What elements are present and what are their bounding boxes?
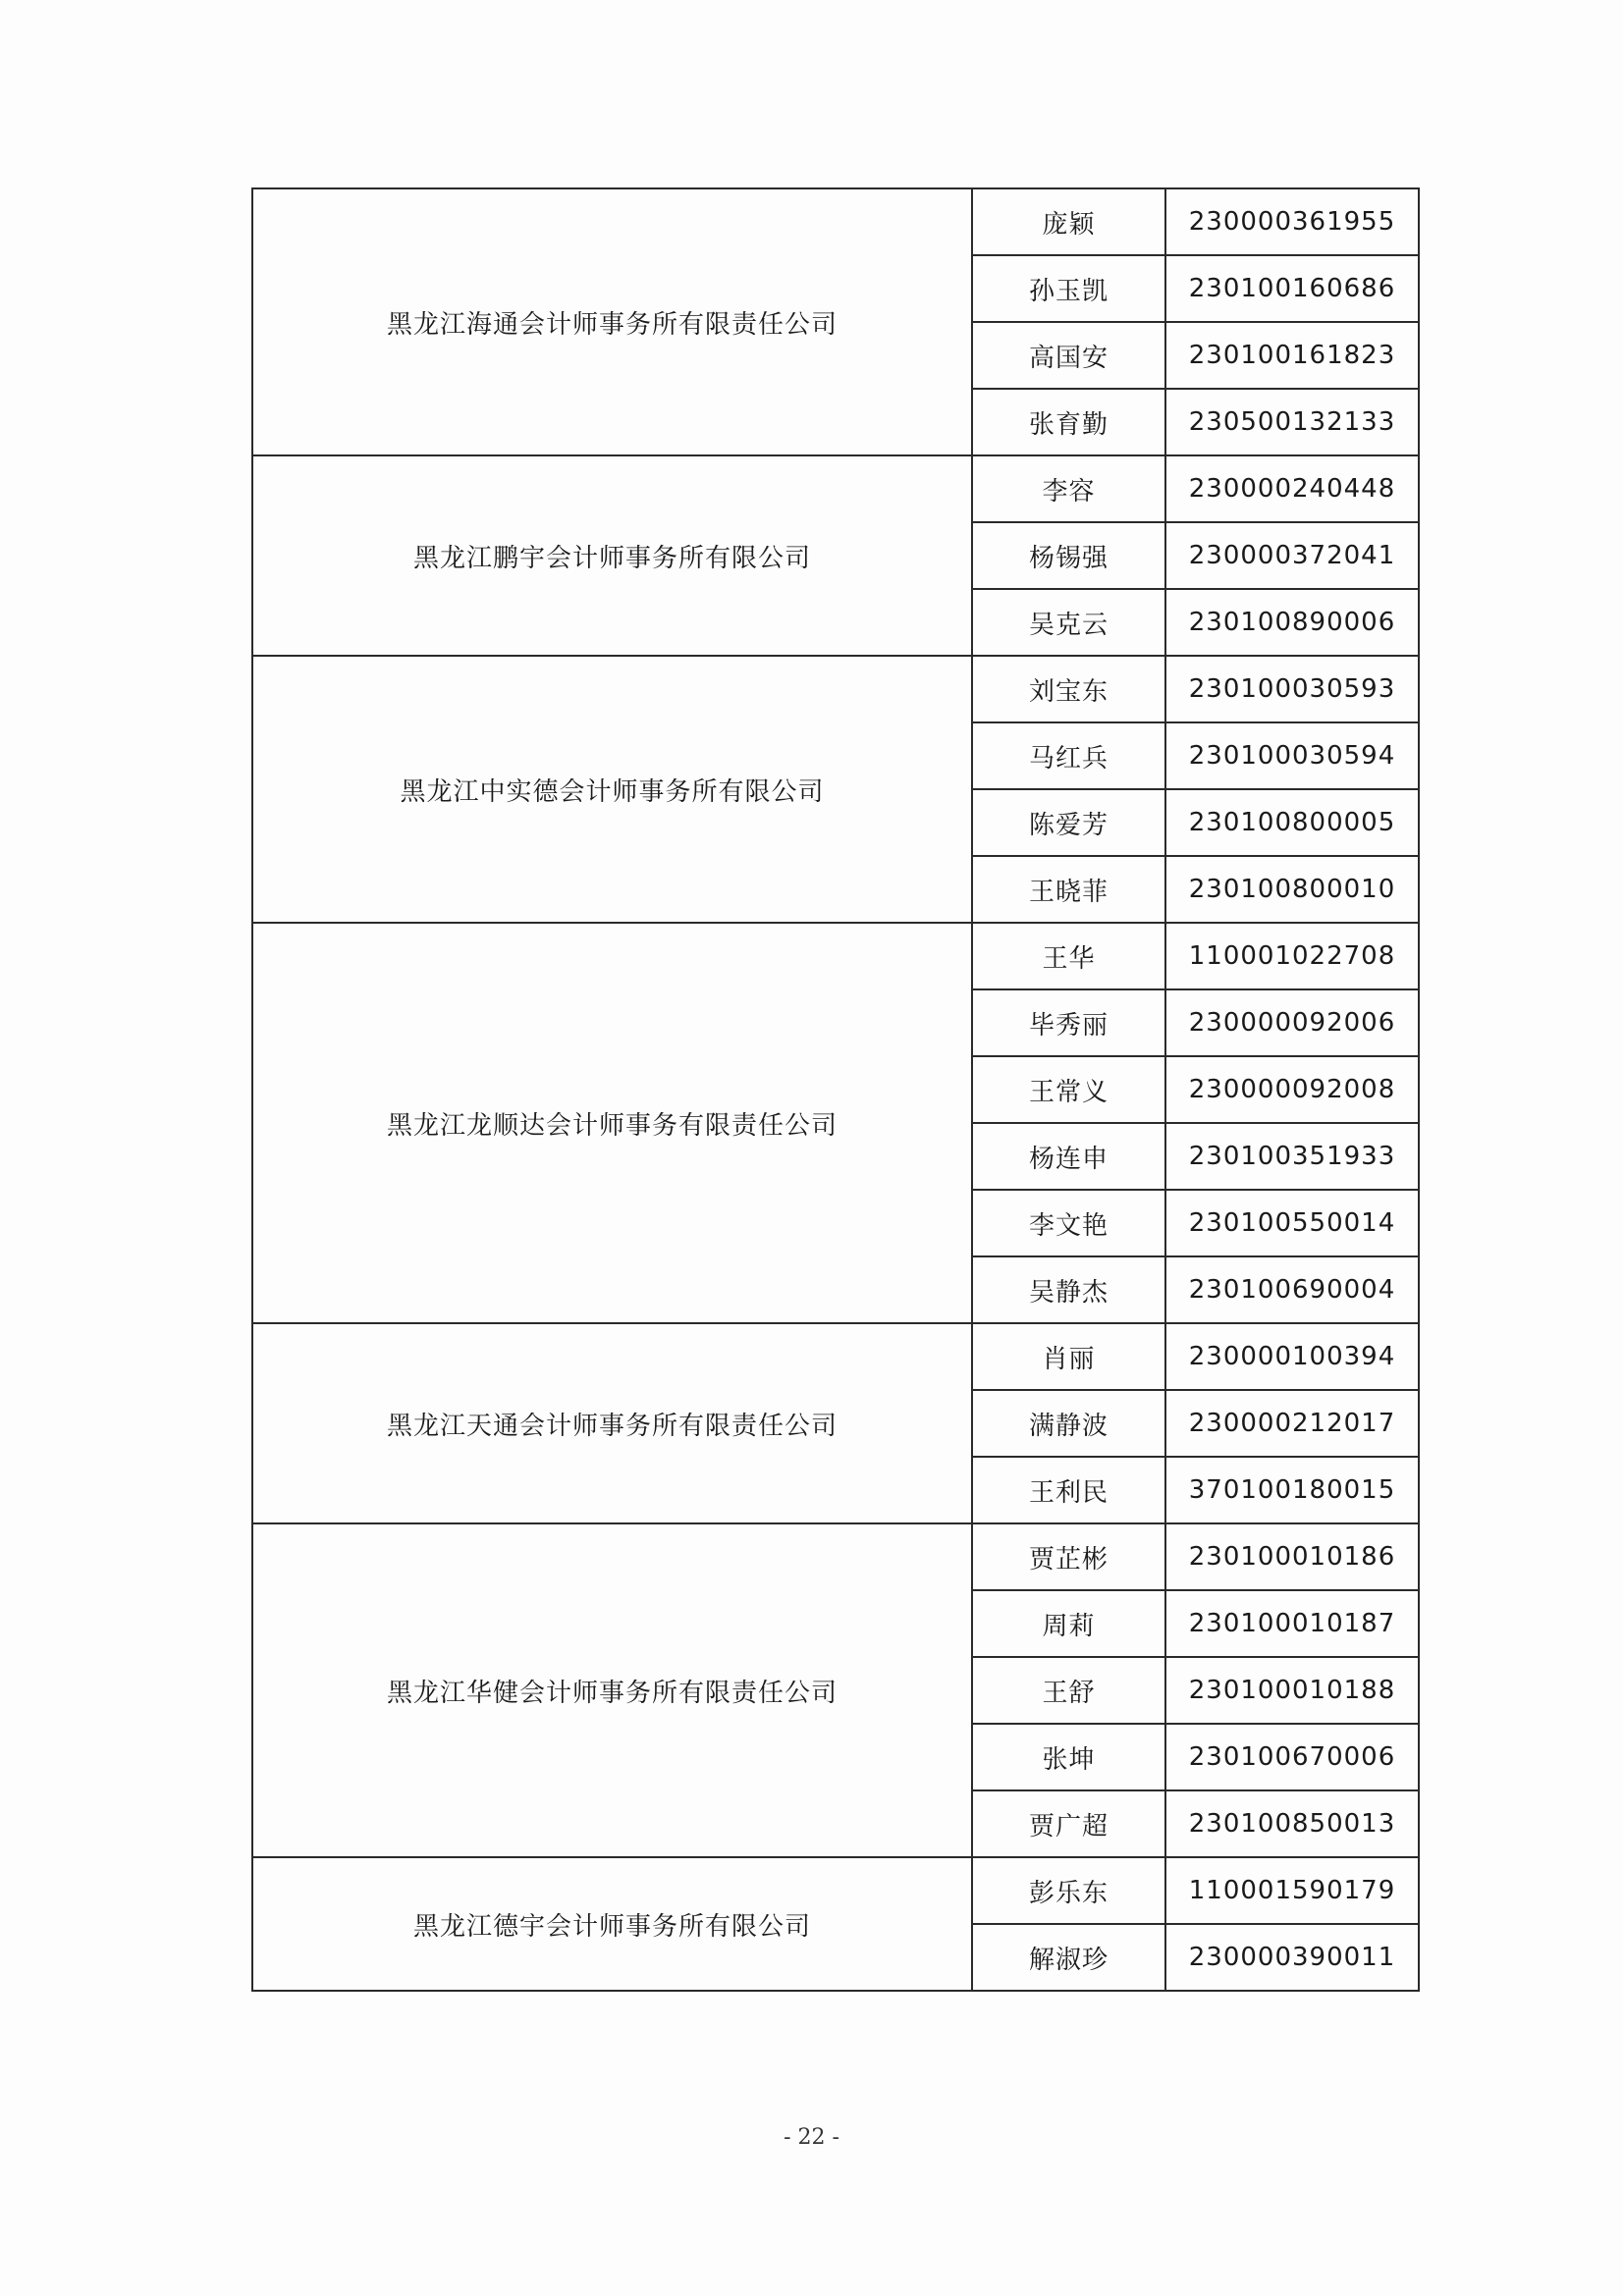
table-row xyxy=(252,455,1419,522)
accountant-name-cell: 孙玉凯 xyxy=(972,255,1165,322)
certificate-number-cell: 230000212017 xyxy=(1165,1390,1419,1457)
accountant-name-cell: 肖丽 xyxy=(972,1323,1165,1390)
accountant-name-cell: 彭乐东 xyxy=(972,1857,1165,1924)
accountant-name-cell: 杨锡强 xyxy=(972,522,1165,589)
page-number: - 22 - xyxy=(784,2125,839,2150)
accountant-name-cell: 王晓菲 xyxy=(972,856,1165,923)
firm-name-cell: 黑龙江中实德会计师事务所有限公司 xyxy=(252,656,972,923)
accountant-name-cell: 李容 xyxy=(972,455,1165,522)
certificate-number-cell: 230100550014 xyxy=(1165,1190,1419,1256)
roster-body xyxy=(252,188,1419,1991)
table-row xyxy=(252,1857,1419,1924)
table-row xyxy=(252,1523,1419,1590)
certificate-number-cell: 370100180015 xyxy=(1165,1457,1419,1523)
accountant-name-cell: 贾芷彬 xyxy=(972,1523,1165,1590)
accountant-name-cell: 张坤 xyxy=(972,1724,1165,1790)
certificate-number-cell: 230500132133 xyxy=(1165,389,1419,455)
accountant-name-cell: 毕秀丽 xyxy=(972,989,1165,1056)
certificate-number-cell: 230000390011 xyxy=(1165,1924,1419,1991)
table-row xyxy=(252,923,1419,989)
certificate-number-cell: 230100030593 xyxy=(1165,656,1419,722)
certificate-number-cell: 230100690004 xyxy=(1165,1256,1419,1323)
certificate-number-cell: 230100010187 xyxy=(1165,1590,1419,1657)
certificate-number-cell: 230000240448 xyxy=(1165,455,1419,522)
certificate-number-cell: 110001590179 xyxy=(1165,1857,1419,1924)
accountant-name-cell: 庞颖 xyxy=(972,188,1165,255)
firm-name-cell: 黑龙江海通会计师事务所有限责任公司 xyxy=(252,188,972,455)
accountant-name-cell: 刘宝东 xyxy=(972,656,1165,722)
accountant-name-cell: 李文艳 xyxy=(972,1190,1165,1256)
accountant-name-cell: 高国安 xyxy=(972,322,1165,389)
certificate-number-cell: 230100160686 xyxy=(1165,255,1419,322)
firm-name-cell: 黑龙江德宇会计师事务所有限公司 xyxy=(252,1857,972,1991)
accountant-name-cell: 王华 xyxy=(972,923,1165,989)
certificate-number-cell: 230100890006 xyxy=(1165,589,1419,656)
certificate-number-cell: 230100030594 xyxy=(1165,722,1419,789)
accountant-name-cell: 周莉 xyxy=(972,1590,1165,1657)
accountant-name-cell: 吴静杰 xyxy=(972,1256,1165,1323)
certificate-number-cell: 230000100394 xyxy=(1165,1323,1419,1390)
accountant-name-cell: 王常义 xyxy=(972,1056,1165,1123)
accountant-name-cell: 杨连申 xyxy=(972,1123,1165,1190)
accountant-name-cell: 王利民 xyxy=(972,1457,1165,1523)
certificate-number-cell: 230100010188 xyxy=(1165,1657,1419,1724)
accountant-name-cell: 马红兵 xyxy=(972,722,1165,789)
firm-name-cell: 黑龙江天通会计师事务所有限责任公司 xyxy=(252,1323,972,1523)
certificate-number-cell: 110001022708 xyxy=(1165,923,1419,989)
accountant-name-cell: 满静波 xyxy=(972,1390,1165,1457)
accountant-name-cell: 吴克云 xyxy=(972,589,1165,656)
certificate-number-cell: 230100010186 xyxy=(1165,1523,1419,1590)
firm-name-cell: 黑龙江华健会计师事务所有限责任公司 xyxy=(252,1523,972,1857)
certificate-number-cell: 230100670006 xyxy=(1165,1724,1419,1790)
accountant-name-cell: 贾广超 xyxy=(972,1790,1165,1857)
certificate-number-cell: 230100800010 xyxy=(1165,856,1419,923)
accountant-roster-table xyxy=(251,187,1420,1992)
table-row xyxy=(252,656,1419,722)
certificate-number-cell: 230000092008 xyxy=(1165,1056,1419,1123)
firm-name-cell: 黑龙江鹏宇会计师事务所有限公司 xyxy=(252,455,972,656)
certificate-number-cell: 230100351933 xyxy=(1165,1123,1419,1190)
certificate-number-cell: 230000092006 xyxy=(1165,989,1419,1056)
firm-name-cell: 黑龙江龙顺达会计师事务有限责任公司 xyxy=(252,923,972,1323)
accountant-name-cell: 陈爱芳 xyxy=(972,789,1165,856)
certificate-number-cell: 230100850013 xyxy=(1165,1790,1419,1857)
table-row xyxy=(252,1323,1419,1390)
certificate-number-cell: 230100161823 xyxy=(1165,322,1419,389)
certificate-number-cell: 230000372041 xyxy=(1165,522,1419,589)
table-row xyxy=(252,188,1419,255)
certificate-number-cell: 230100800005 xyxy=(1165,789,1419,856)
accountant-name-cell: 王舒 xyxy=(972,1657,1165,1724)
accountant-name-cell: 解淑珍 xyxy=(972,1924,1165,1991)
accountant-name-cell: 张育勤 xyxy=(972,389,1165,455)
certificate-number-cell: 230000361955 xyxy=(1165,188,1419,255)
